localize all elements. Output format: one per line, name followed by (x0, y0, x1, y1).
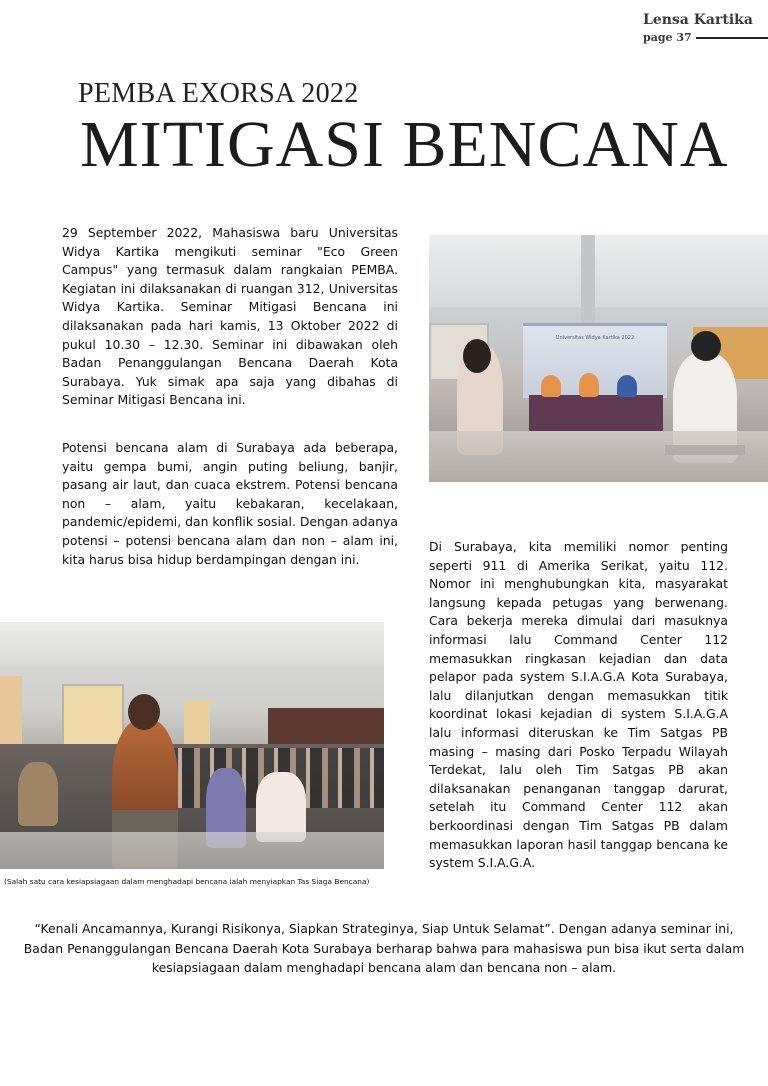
magazine-brand: Lensa Kartika (643, 12, 753, 28)
article-kicker: PEMBA EXORSA 2022 (78, 78, 359, 109)
photo-caption: (Salah satu cara kesiapsiagaan dalam menghadapi bencana ialah menyiapkan Tas Siaga Bencana) (4, 877, 370, 886)
article-paragraph-3: Di Surabaya, kita memiliki nomor penting seperti 911 di Amerika Serikat, yaitu 112. Nomor ini menghubungkan kita, masyarakat langsung kepada petugas yang berwenang. Cara bekerja mereka dimulai dari masuknya informasi lalu Command Center 112 memasukkan ringkasan kejadian dan data pelapor pada system S.I.A.G.A Kota Surabaya, lalu dilanjutkan dengan memasukkan titik koordinat lokasi kejadian di system S.I.A.G.A lalu informasi diteruskan ke Tim Satgas PB masing – masing dari Posko Terpadu Wilayah Terdekat, lalu oleh Tim Satgas PB akan dilaksanakan penanganan tanggap darurat, setelah itu Command Center 112 akan berkoordinasi dengan Tim Satgas PB dalam memasukkan laporan hasil tanggap bencana ke system S.I.A.G.A. (429, 539, 728, 871)
article-paragraph-2: Potensi bencana alam di Surabaya ada beberapa, yaitu gempa bumi, angin puting beliung, banjir, pasang air laut, dan cuaca ekstrem. Potensi bencana non – alam, yaitu kebakaran, kecelakaan, pandemic/epidemi, dan konflik sosial. Dengan adanya potensi – potensi bencana alam dan non – alam ini, kita harus bisa hidup berdampingan dengan ini. (62, 440, 398, 567)
header-rule (696, 37, 768, 39)
closing-paragraph: “Kenali Ancamannya, Kurangi Risikonya, Siapkan Strateginya, Siap Untuk Selamat”. Dengan adanya seminar ini, Badan Penanggulangan Bencana Daerah Kota Surabaya berharap bahwa para mahasiswa pun bisa ikut serta dalam kesiapsiagaan dalam menghadapi bencana alam dan bencana non – alam. (23, 921, 745, 975)
seminar-panel-photo (429, 235, 768, 482)
article-headline: MITIGASI BENCANA (80, 108, 729, 181)
seminar-audience-photo (0, 622, 384, 869)
page-number: page 37 (643, 31, 692, 44)
article-paragraph-1: 29 September 2022, Mahasiswa baru Universitas Widya Kartika mengikuti seminar "Eco Green Campus" yang termasuk dalam rangkaian PEMBA. Kegiatan ini dilaksanakan di ruangan 312, Universitas Widya Kartika. Seminar Mitigasi Bencana ini dilaksanakan pada hari kamis, 13 Oktober 2022 di pukul 10.30 – 12.30. Seminar ini dibawakan oleh Badan Penanggulangan Bencana Daerah Kota Surabaya. Yuk simak apa saja yang dibahas di Seminar Mitigasi Bencana ini. (62, 225, 398, 408)
stage-banner-text: Universitas Widya Kartika 2022 (555, 335, 635, 341)
